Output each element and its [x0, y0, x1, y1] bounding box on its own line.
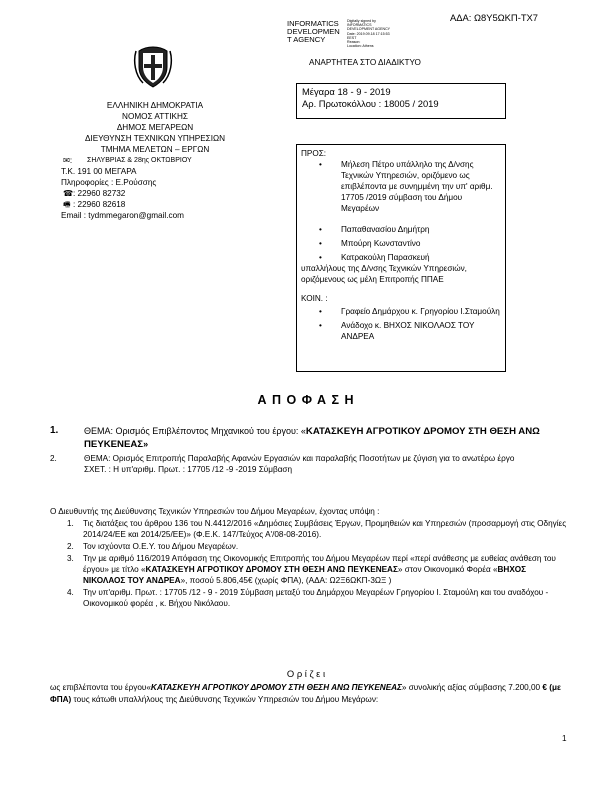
signature-line: Location: Athens: [347, 44, 374, 49]
address-row: [61, 155, 261, 166]
recipients-box: [296, 144, 506, 372]
closing-text: τους κάτωθι υπαλλήλους της Διεύθυνσης Τεχνικών Υπηρεσιών του Δήμου Μεγάρων:: [71, 695, 379, 704]
issuer-line: ΔΙΕΥΘΥΝΣΗ ΤΕΧΝΙΚΩΝ ΥΠΗΡΕΣΙΩΝ: [84, 134, 226, 143]
to-label: ΠΡΟΣ:: [301, 149, 327, 158]
contractor-name: ΒΗΧΟΣ ΝΙΚΟΛΑΟΣ ΤΟΥ ΑΝΔΡΕΑ: [83, 565, 527, 585]
issuer-header: [60, 100, 250, 155]
item-number: 1.: [67, 519, 74, 528]
subject-number: 1.: [50, 425, 59, 436]
list-item: • Ανάδοχο κ. ΒΗΧΟΣ ΝΙΚΟΛΑΟΣ ΤΟΥ ΑΝΔΡΕΑ: [301, 320, 501, 342]
list-item: • Μήλεση Πέτρο υπάλληλο της Δ/νσης Τεχνικών Υπηρεσιών, οριζόμενο ως επιβλέποντα με συνημμένη την υπ' αριθμ. 17705 /2019 σύμβαση του Δήμου Μεγαρέων: [301, 159, 501, 214]
list-item: • Γραφείο Δημάρχου κ. Γρηγορίου Ι.Σταμούλη: [301, 306, 501, 317]
subject-number: 2.: [50, 454, 57, 463]
phone-row: [61, 188, 261, 199]
list-item: [67, 587, 567, 609]
list-item: [67, 553, 567, 586]
to-list: [301, 159, 501, 263]
considerations-list: [67, 518, 567, 609]
list-item: • Κατρακούλη Παρασκευή: [301, 252, 501, 263]
signature-line: EEST: [347, 35, 357, 40]
item-text: Την υπ'αριθμ. Πρωτ. : 17705 /12 - 9 - 2019 Σύμβαση μεταξύ του Δημάρχου Μεγαρέων Γρηγορίου Ι. Σταμούλη και του αναδόχου - Οικονομικού φορέα , κ. Βήχου Νικόλαου.: [83, 588, 549, 608]
subject-text: ΘΕΜΑ: Ορισμός Επιτροπής Παραλαβής Αφανών Εργασιών και παραλαβής Ποσοτήτων με ζύγιση για το ανωτέρω έργο: [84, 454, 515, 463]
protocol-number: Αρ. Πρωτοκόλλου : 18005 / 2019: [302, 98, 439, 109]
item-number: 2.: [67, 542, 74, 551]
fax-icon: 🖷: [63, 200, 71, 209]
subject-text: ΘΕΜΑ: Ορισμός Επιβλέποντος Μηχανικού του έργου: «: [84, 426, 306, 436]
signature-line: INFORMATICS: [347, 23, 372, 28]
phone-number: : 22960 82732: [73, 189, 126, 198]
signature-line: Digitally signed by: [347, 19, 376, 23]
envelope-icon: ✉:: [63, 156, 73, 165]
item-text: » στον Οικονομικό Φορέα «: [397, 565, 498, 574]
date-protocol-box: [296, 83, 506, 119]
decision-verb: Ο ρ ί ζ ε ι: [286, 668, 326, 679]
list-item: • Μπούρη Κωνσταντίνο: [301, 238, 501, 249]
document-title: Α Π Ο Φ Α Σ Η: [257, 393, 355, 407]
list-item: [67, 541, 567, 552]
to-note: υπαλλήλους της Δ/νσης Τεχνικών Υπηρεσιών, οριζόμενους ως μέλη Επιτροπής ΠΠΑΕ: [301, 264, 467, 284]
posting-note: ΑΝΑΡΤΗΤΕΑ ΣΤΟ ΔΙΑΔΙΚΤΥΟ: [309, 58, 421, 67]
postal-code: Τ.Κ. 191 00 ΜΕΓΑΡΑ: [61, 167, 137, 176]
item-number: 4.: [67, 588, 74, 597]
issuer-line: ΕΛΛΗΝΙΚΗ ΔΗΜΟΚΡΑΤΙΑ: [106, 101, 204, 110]
page-number: 1: [562, 734, 567, 743]
diavgeia-logo-line: INFORMATICS: [287, 19, 339, 28]
item-number: 3.: [67, 554, 74, 563]
list-item: • Παπαθανασίου Δημήτρη: [301, 224, 501, 235]
subject-1: [50, 425, 570, 451]
subject-2: [50, 453, 570, 475]
document-date: Μέγαρα 18 - 9 - 2019: [302, 86, 391, 97]
project-title: ΚΑΤΑΣΚΕΥΗ ΑΓΡΟΤΙΚΟΥ ΔΡΟΜΟΥ ΣΤΗ ΘΕΣΗ ΑΝΩ ΠΕΥΚΕΝΕΑΣ: [84, 426, 540, 450]
cc-list: [301, 306, 501, 342]
amount-vat: € (με ΦΠΑ): [50, 683, 561, 704]
list-item: [67, 518, 567, 540]
email-address[interactable]: Email : tydmmegaron@gmail.com: [61, 211, 184, 220]
issuer-contacts: [61, 155, 261, 221]
preamble: Ο Διευθυντής της Διεύθυνσης Τεχνικών Υπηρεσιών του Δήμου Μεγαρέων, έχοντας υπόψη :: [50, 507, 380, 516]
diavgeia-logo-line: DEVELOPMEN: [287, 27, 340, 36]
project-title: ΚΑΤΑΣΚΕΥΗ ΑΓΡΟΤΙΚΟΥ ΔΡΟΜΟΥ ΣΤΗ ΘΕΣΗ ΑΝΩ ΠΕΥΚΕΝΕΑΣ: [150, 683, 402, 692]
digital-signature: [347, 19, 417, 48]
phone-icon: ☎: [63, 189, 74, 198]
signature-line: Reason:: [347, 40, 361, 45]
item-text: Την με αριθμό 116/2019 Απόφαση της Οικονομικής Επιτροπής του Δήμου Μεγαρέων περί «περί ανάθεσης με ευθείας ανάθεση του έργου» με τίτλο «: [83, 554, 556, 574]
subjects: [50, 425, 570, 475]
street-address: ΣΗΛΥΒΡΙΑΣ & 28ης ΟΚΤΩΒΡΙΟΥ: [87, 157, 192, 164]
quote-close: »: [143, 439, 149, 449]
item-text: », ποσού 5.806,45€ (χωρίς ΦΠΑ), (ΑΔΑ: Ω2Ξ6ΩΚΠ-3ΩΞ ): [180, 576, 392, 585]
closing-text: ως επιβλέποντα του έργου«: [50, 683, 151, 692]
info-contact: Πληροφορίες : Ε.Ρούσσης: [61, 178, 157, 187]
signature-line: Date: 2019.09.18 17:15:53: [347, 31, 390, 36]
ada-code: ΑΔΑ: Ω8Υ5ΩΚΠ-ΤΧ7: [450, 12, 539, 23]
closing-paragraph: [50, 682, 570, 706]
cc-label: ΚΟΙΝ. :: [301, 294, 328, 303]
issuer-line: ΔΗΜΟΣ ΜΕΓΑΡΕΩΝ: [116, 123, 194, 132]
fax-number: : 22960 82618: [73, 200, 126, 209]
diavgeia-logo-line: T AGENCY: [287, 35, 326, 44]
project-title: ΚΑΤΑΣΚΕΥΗ ΑΓΡΟΤΙΚΟΥ ΔΡΟΜΟΥ ΣΤΗ ΘΕΣΗ ΑΝΩ ΠΕΥΚΕΝΕΑΣ: [145, 565, 398, 574]
item-text: Τον ισχύοντα Ο.Ε.Υ. του Δήμου Μεγαρέων.: [83, 542, 239, 551]
fax-row: [61, 199, 261, 210]
issuer-line: ΤΜΗΜΑ ΜΕΛΕΤΩΝ – ΕΡΓΩΝ: [100, 145, 210, 154]
closing-text: » συνολικής αξίας σύμβασης 7.200,00: [401, 683, 543, 692]
item-text: Τις διατάξεις του άρθρου 136 του Ν.4412/2016 «Δημόσιες Συμβάσεις Έργων, Προμηθειών και Υπηρεσιών (προσαρμογή στις Οδηγίες 2014/24/ΕΕ και 2014/25/ΕΕ)» (Φ.Ε.Κ. 147/Τεύχος Α'/08-08-2016).: [83, 519, 567, 539]
subject-reference: ΣΧΕΤ. : Η υπ'αριθμ. Πρωτ. : 17705 /12 -9 -2019 Σύμβαση: [84, 465, 293, 474]
greek-coat-of-arms-icon: [133, 45, 173, 89]
issuer-line: ΝΟΜΟΣ ΑΤΤΙΚΗΣ: [122, 112, 188, 121]
signature-line: DEVELOPMENT AGENCY: [347, 27, 391, 32]
